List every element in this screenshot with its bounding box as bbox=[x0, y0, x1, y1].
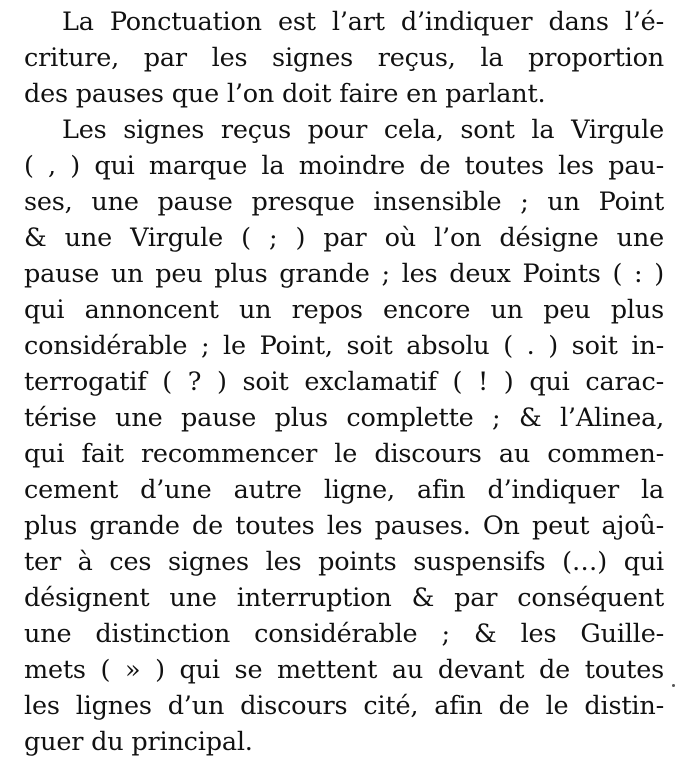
text-line: plus grande de toutes les pauses. On peut ajoû- bbox=[24, 511, 664, 541]
text-line: La Ponctuation est l’art d’indiquer dans l’é- bbox=[62, 7, 664, 37]
text-line: & une Virgule ( ; ) par où l’on désigne une bbox=[24, 223, 664, 253]
text-line: criture, par les signes reçus, la proportion bbox=[24, 43, 664, 73]
text-line: une distinction considérable ; & les Guille- bbox=[24, 619, 664, 649]
text-line: ( , ) qui marque la moindre de toutes les pau- bbox=[24, 151, 664, 181]
text-line: cement d’une autre ligne, afin d’indiquer la bbox=[24, 475, 664, 505]
text-line: des pauses que l’on doit faire en parlant. bbox=[24, 79, 546, 109]
text-line: terrogatif ( ? ) soit exclamatif ( ! ) qui carac- bbox=[24, 367, 664, 397]
text-line: désignent une interruption & par conséquent bbox=[24, 583, 664, 613]
text-line: qui annoncent un repos encore un peu plus bbox=[24, 295, 664, 325]
text-line: les lignes d’un discours cité, afin de le distin- bbox=[24, 691, 664, 721]
text-line: ter à ces signes les points suspensifs (…) qui bbox=[24, 547, 664, 577]
text-line: guer du principal. bbox=[24, 727, 253, 757]
text-line: Les signes reçus pour cela, sont la Virgule bbox=[62, 115, 664, 145]
text-line: mets ( » ) qui se mettent au devant de toutes bbox=[24, 655, 664, 685]
text-line: pause un peu plus grande ; les deux Points ( : ) bbox=[24, 259, 664, 289]
text-line: qui fait recommencer le discours au commen- bbox=[24, 439, 664, 469]
text-line: considérable ; le Point, soit absolu ( . ) soit in- bbox=[24, 331, 664, 361]
ink-speck bbox=[672, 684, 675, 687]
text-line: ses, une pause presque insensible ; un Point bbox=[24, 187, 664, 217]
text-line: térise une pause plus complette ; & l’Alinea, bbox=[24, 403, 664, 433]
